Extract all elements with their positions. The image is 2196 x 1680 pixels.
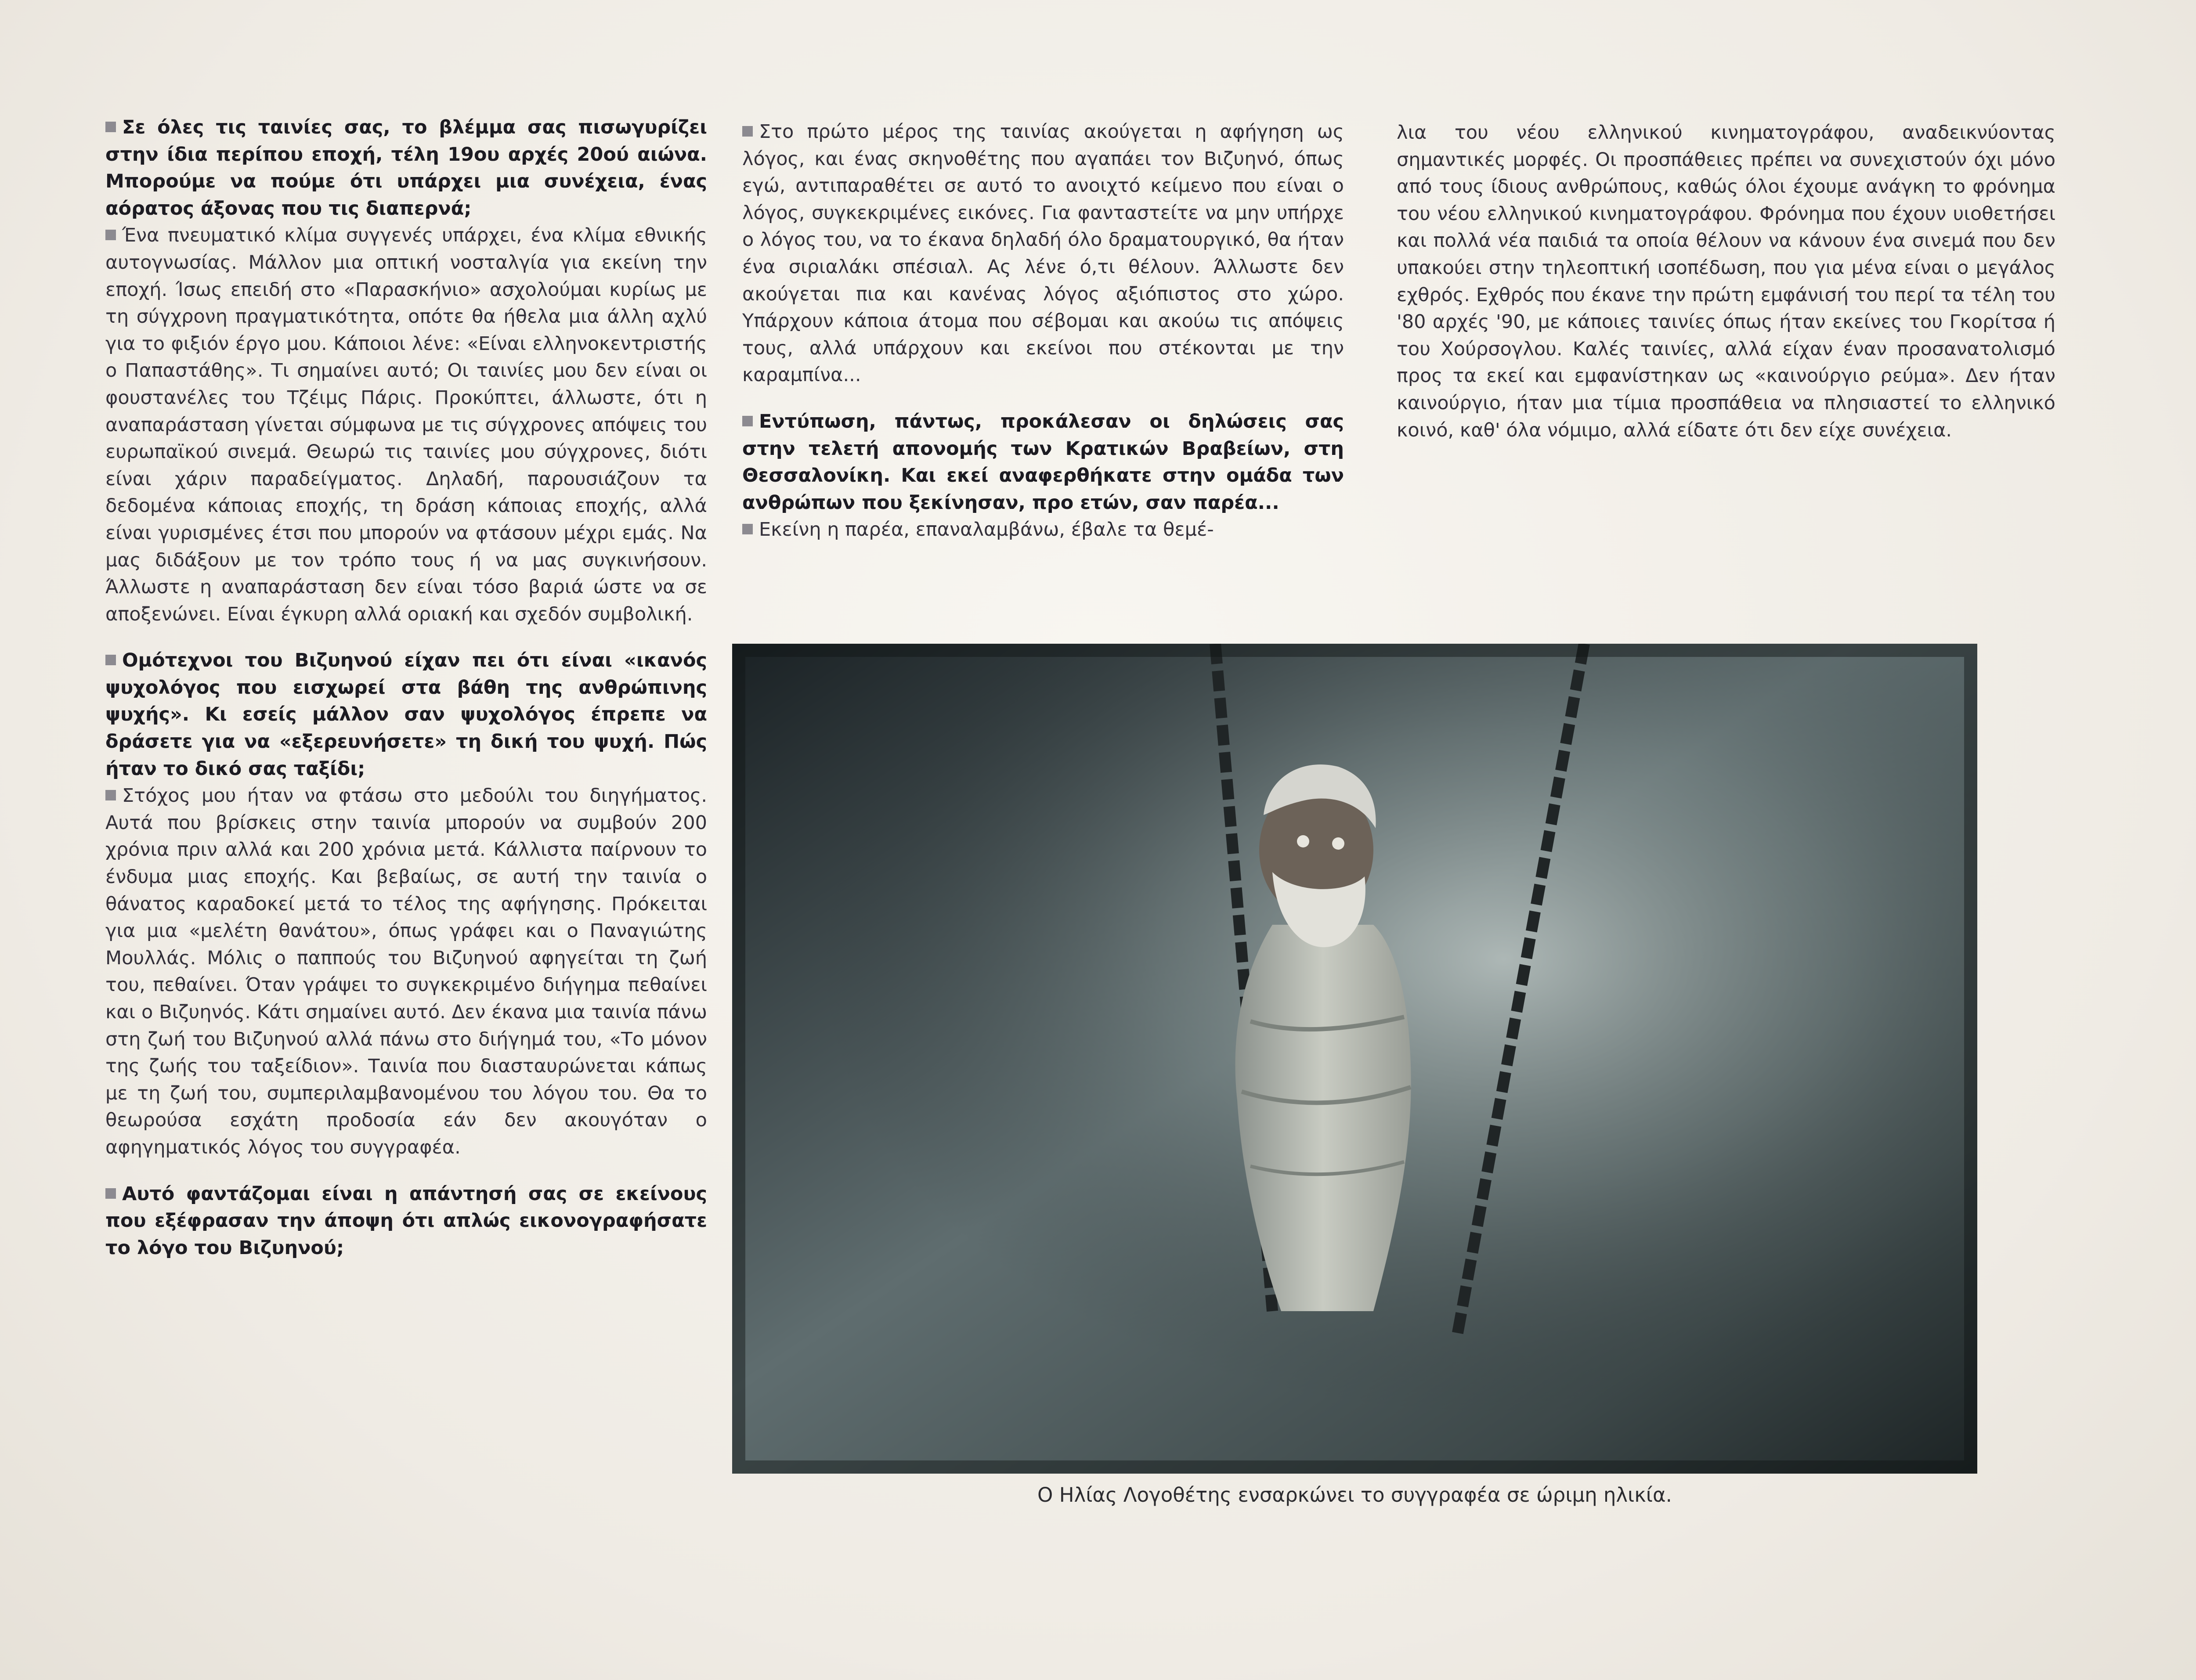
eye bbox=[1297, 835, 1309, 847]
answer-paragraph: Στόχος μου ήταν να φτάσω στο μεδούλι του διηγήματος. Αυτά που βρίσκεις στην ταινία μπορούν να συμβούν 200 χρόνια πριν αλλά και 200 χρόνια μετά. Κάλλιστα παίρνουν το ένδυμα μιας εποχής. Και βεβαίως, σε αυτή την ταινία ο θάνατος καραδοκεί μετά το τέλος της αφήγησης. Πρόκειται για μια «μελέτη θανάτου», όπως γράφει και ο Παναγιώτης Μουλλάς. Μόλις ο παππούς του Βιζυηνού αφηγείται τη ζωή του, πεθαίνει. Όταν γράψει το συγκεκριμένο διήγημα πεθαίνει και ο Βιζυηνός. Κάτι σημαίνει αυτό. Δεν έκανα μια ταινία πάνω στη ζωή του Βιζυηνού αλλά πάνω στο διήγημά του, «Το μόνον της ζωής του ταξείδιον». Ταινία που διασταυρώνεται κάπως με τη ζωή του, συμπεριλαμβανομένου του λόγου του. Θα το θεωρούσα εσχάτη προδοσία εάν δεν ακουγόταν ο αφηγηματικός λόγος του συγγραφέα. bbox=[105, 785, 707, 1158]
question-paragraph: Εντύπωση, πάντως, προκάλεσαν οι δηλώσεις σας στην τελετή απονομής των Κρατικών Βραβείων, στη Θεσσαλονίκη. Και εκεί αναφερθήκατε στην ομάδα των ανθρώπων που ξεκίνησαν, προ ετών, σαν παρέα... bbox=[742, 410, 1344, 514]
column-1 bbox=[105, 114, 707, 1262]
answer-paragraph: Στο πρώτο μέρος της ταινίας ακούγεται η αφήγηση ως λόγος, και ένας σκηνοθέτης που αγαπάει τον Βιζυηνό, όπως εγώ, αντιπαραθέτει σε αυτό το ανοιχτό κείμενο που είναι ο λόγος, συγκεκριμένες εικόνες. Για φανταστείτε να μην υπήρχε ο λόγος του, να το έκανα δηλαδή όλο δραματουργικό, θα ήταν ένα σιριαλάκι σπέσιαλ. Ας λένε ό,τι θέλουν. Άλλωστε δεν ακούγεται πια και κανένας λόγος αξιόπιστος στο χώρο. Υπάρχουν κάποια άτομα που σέβομαι και ακούω τις απόψεις τους, αλλά υπάρχουν και εκείνοι που στέκονται με την καραμπίνα... bbox=[742, 121, 1344, 386]
column-3 bbox=[1397, 119, 2055, 444]
photo-caption: Ο Ηλίας Λογοθέτης ενσαρκώνει το συγγραφέα σε ώριμη ηλικία. bbox=[1037, 1483, 1672, 1507]
square-bullet-icon bbox=[105, 122, 116, 132]
answer-paragraph: Εκείνη η παρέα, επαναλαμβάνω, έβαλε τα θεμέ- bbox=[742, 516, 1344, 544]
question-paragraph: Σε όλες τις ταινίες σας, το βλέμμα σας πισωγυρίζει στην ίδια περίπου εποχή, τέλη 19ου αρχές 20ού αιώνα. Μπορούμε να πούμε ότι υπάρχει μια συνέχεια, ένας αόρατος άξονας που τις διαπερνά; bbox=[105, 116, 707, 220]
square-bullet-icon bbox=[105, 230, 116, 240]
question-paragraph: Αυτό φαντάζομαι είναι η απάντησή σας σε εκείνους που εξέφρασαν την άποψη ότι απλώς εικονογραφήσατε το λόγο του Βιζυηνού; bbox=[105, 1182, 707, 1259]
square-bullet-icon bbox=[742, 126, 753, 137]
photo-illustration bbox=[732, 644, 1977, 1474]
answer-paragraph: Ένα πνευματικό κλίμα συγγενές υπάρχει, ένα κλίμα εθνικής αυτογνωσίας. Μάλλον μια οπτική νοσταλγία για εκείνη την εποχή. Ίσως επειδή στο «Παρασκήνιο» ασχολούμαι κυρίως με τη σύγχρονη πραγματικότητα, οπότε θα ήθελα μια άλλη αχλύ για το φιξιόν έργο μου. Κάποιοι λένε: «Είναι ελληνοκεντριστής ο Παπαστάθης». Τι σημαίνει αυτό; Οι ταινίες μου δεν είναι οι φουστανέλες του Τζέιμς Πάρις. Προκύπτει, άλλωστε, ότι η αναπαράσταση γίνεται σύμφωνα με τις σύγχρονες απόψεις του ευρωπαϊκού σινεμά. Θεωρώ τις ταινίες μου σύγχρονες, διότι είναι χάριν παραδείγματος. Δηλαδή, παρουσιάζουν τα δεδομένα κάποιας εποχής, τη δράση κάποιας εποχής, αλλά είναι γυρισμένες έτσι που μπορούν να φτάσουν μέχρι εμάς. Να μας διδάξουν με τον τρόπο τους ή να μας συγκινήσουν. Άλλωστε η αναπαράσταση δεν είναι τόσο βαριά ώστε να σε αποξενώνει. Είναι έγκυρη αλλά οριακή και σχεδόν συμβολική. bbox=[105, 224, 707, 625]
square-bullet-icon bbox=[742, 524, 753, 534]
question-paragraph: Ομότεχνοι του Βιζυηνού είχαν πει ότι είναι «ικανός ψυχολόγος που εισχωρεί στα βάθη της ανθρώπινης ψυχής». Κι εσείς μάλλον σαν ψυχολόγος έπρεπε να δράσετε για να «εξερευνήσετε» τη δική του ψυχή. Πώς ήταν το δικό σας ταξίδι; bbox=[105, 649, 707, 780]
square-bullet-icon bbox=[105, 1188, 116, 1199]
column-2 bbox=[742, 119, 1344, 544]
square-bullet-icon bbox=[105, 790, 116, 800]
square-bullet-icon bbox=[742, 416, 753, 426]
square-bullet-icon bbox=[105, 655, 116, 665]
film-still-photo bbox=[732, 644, 1977, 1474]
answer-paragraph: λια του νέου ελληνικού κινηματογράφου, αναδεικνύοντας σημαντικές μορφές. Οι προσπάθειες πρέπει να συνεχιστούν όχι μόνο από τους ίδιους ανθρώπους, καθώς όλοι έχουμε ανάγκη το φρόνημα του νέου ελληνικού κινηματογράφου. Φρόνημα που έχουν υιοθετήσει και πολλά νέα παιδιά τα οποία θέλουν να κάνουν ένα σινεμά που δεν υπακούει στην τηλεοπτική ισοπέδωση, που για μένα είναι ο μεγάλος εχθρός. Εχθρός που έκανε την πρώτη εμφάνισή του περί τα τέλη του '80 αρχές '90, με κάποιες ταινίες όπως ήταν εκείνες του Γκορίτσα ή του Χούρσογλου. Καλές ταινίες, αλλά είχαν έναν προσανατολισμό προς τα εκεί και εμφανίστηκαν ως «καινούργιο ρεύμα». Δεν ήταν καινούργιο, ήταν μια τίμια προσπάθεια να πλησιαστεί το ελληνικό κοινό, καθ' όλα νόμιμο, αλλά είδατε ότι δεν είχε συνέχεια. bbox=[1397, 122, 2055, 441]
eye bbox=[1332, 837, 1344, 850]
